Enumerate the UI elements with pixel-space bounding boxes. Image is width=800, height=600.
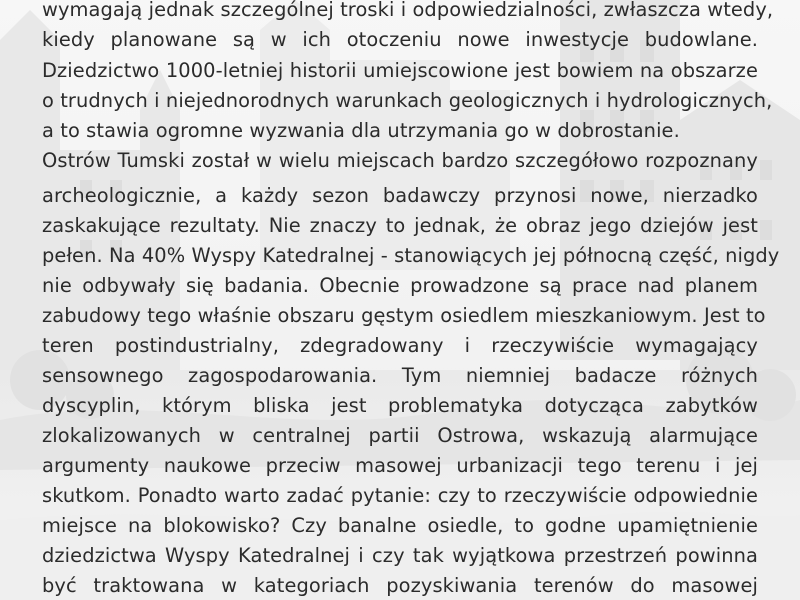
text-line: dziedzictwa Wyspy Katedralnej i czy tak wyjątkowa przestrzeń powinna (42, 544, 758, 567)
text-line: zabudowy tego właśnie obszaru gęstym osiedlem mieszkaniowym. Jest to (42, 304, 766, 327)
text-line: zaskakujące rezultaty. Nie znaczy to jednak, że obraz jego dziejów jest (42, 214, 758, 237)
text-line: być traktowana w kategoriach pozyskiwania terenów do masowej (42, 574, 758, 597)
text-line: pełen. Na 40% Wyspy Katedralnej - stanowiących jej północną część, nigdy (42, 244, 780, 267)
text-line: nie odbywały się badania. Obecnie prowadzone są prace nad planem (42, 274, 758, 297)
text-line: dyscyplin, którym bliska jest problematyka dotycząca zabytków (42, 394, 758, 417)
text-line: teren postindustrialny, zdegradowany i rzeczywiście wymagający (42, 334, 758, 357)
text-line: Dziedzictwo 1000-letniej historii umiejscowione jest bowiem na obszarze (42, 59, 758, 82)
text-line: Ostrów Tumski został w wielu miejscach bardzo szczegółowo rozpoznany (42, 149, 758, 172)
text-line: a to stawia ogromne wyzwania dla utrzymania go w dobrostanie. (42, 119, 680, 142)
text-line: o trudnych i niejednorodnych warunkach geologicznych i hydrologicznych, (42, 89, 773, 112)
text-line: wymagają jednak szczególnej troski i odpowiedzialności, zwłaszcza wtedy, (42, 0, 774, 21)
text-line: zlokalizowanych w centralnej partii Ostrowa, wskazują alarmujące (42, 424, 758, 447)
text-line: archeologicznie, a każdy sezon badawczy przynosi nowe, nierzadko (42, 184, 758, 207)
text-line: kiedy planowane są w ich otoczeniu nowe inwestycje budowlane. (42, 28, 758, 51)
text-line: miejsce na blokowisko? Czy banalne osiedle, to godne upamiętnienie (42, 514, 758, 537)
text-line: sensownego zagospodarowania. Tym niemniej badacze różnych (42, 364, 758, 387)
text-line: skutkom. Ponadto warto zadać pytanie: czy to rzeczywiście odpowiednie (42, 484, 758, 507)
text-line: argumenty naukowe przeciw masowej urbanizacji tego terenu i jej (42, 454, 758, 477)
